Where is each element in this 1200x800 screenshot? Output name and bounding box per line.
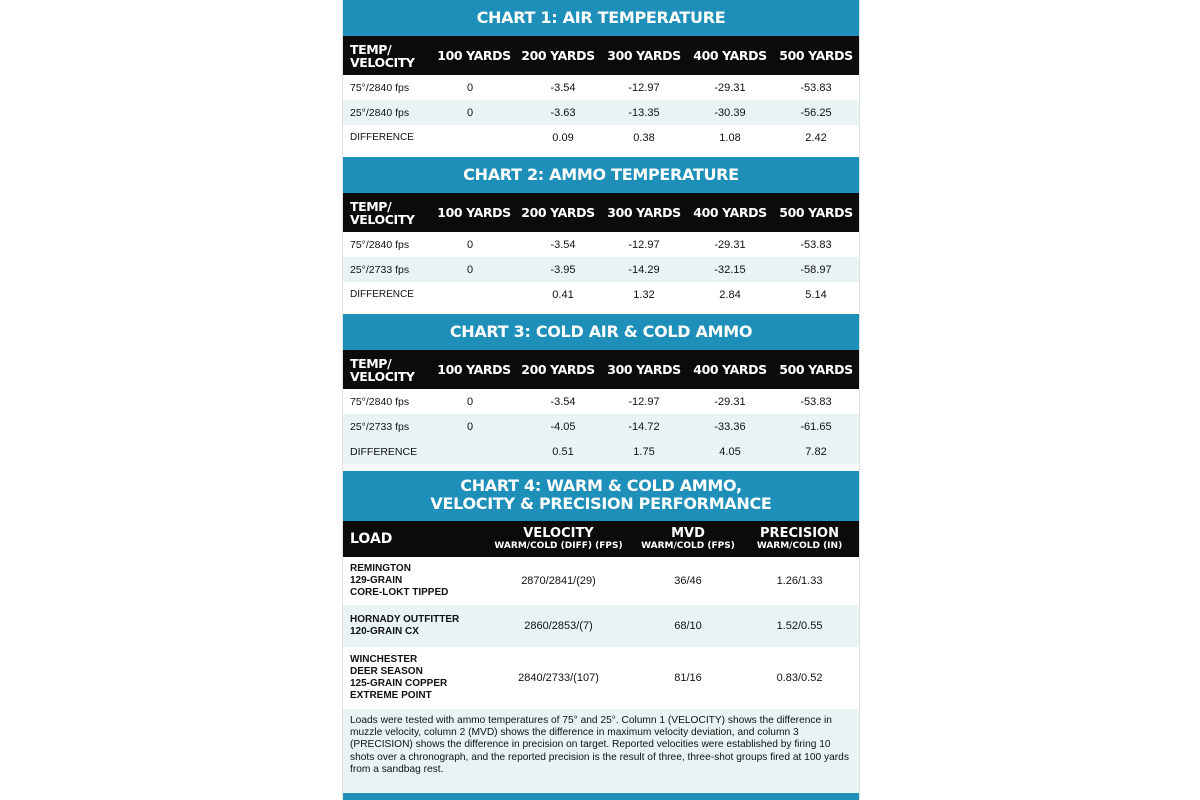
chart-2 — [343, 157, 859, 307]
cell: -4.05 — [550, 420, 576, 433]
footnote: Loads were tested with ammo temperatures of 75° and 25°. Column 1 (VELOCITY) shows the difference in muzzle velocity, column 2 (MVD) shows the difference in maximum velocity deviation, and column 3 (PRECISION) shows the difference in precision on target. Reported velocities were established by firing 10 shots over a chronograph, and the reported precision is the result of three, three-shot groups fired at 100 yards from a sandbag rest. — [343, 709, 859, 793]
row-label: DIFFERENCE — [350, 445, 418, 458]
mvd-cell: 68/10 — [674, 620, 702, 632]
table-row-difference — [343, 125, 859, 150]
cell: -3.54 — [550, 395, 576, 408]
mvd-cell: 36/46 — [674, 575, 702, 587]
header-load: LOAD — [350, 531, 393, 547]
header-velocity-label: VELOCITY — [523, 525, 594, 541]
row-label: 25°/2733 fps — [350, 263, 410, 276]
header-400-yards: 400 YARDS — [693, 362, 767, 377]
header-100-yards: 100 YARDS — [437, 205, 511, 220]
header-400-yards: 400 YARDS — [693, 48, 767, 63]
cell: 0.09 — [552, 131, 574, 144]
chart-4-title — [343, 471, 859, 521]
cell: -29.31 — [714, 238, 746, 251]
cell: -29.31 — [714, 395, 746, 408]
cell: 0.51 — [552, 445, 574, 458]
load-line: CORE-LOKT TIPPED — [350, 587, 449, 598]
cell: -58.97 — [800, 263, 832, 276]
cell: 0 — [467, 395, 474, 408]
cell: -13.35 — [628, 106, 660, 119]
precision-cell: 1.26/1.33 — [776, 575, 823, 587]
load-line: 125-GRAIN COPPER — [350, 678, 448, 689]
row-label: 75°/2840 fps — [350, 238, 410, 251]
table-row — [343, 257, 859, 282]
cell: 0 — [467, 106, 474, 119]
table-row — [343, 647, 859, 709]
header-temp-velocity: TEMP/ VELOCITY — [350, 355, 415, 384]
header-velocity — [481, 527, 636, 552]
row-label: DIFFERENCE — [350, 289, 414, 300]
bottom-accent-bar — [343, 793, 859, 800]
cell: 4.05 — [719, 445, 741, 458]
load-name — [343, 654, 481, 702]
header-mvd-sub: WARM/COLD (FPS) — [641, 540, 735, 551]
header-200-yards: 200 YARDS — [521, 205, 595, 220]
chart-1 — [343, 0, 859, 150]
header-300-yards: 300 YARDS — [607, 48, 681, 63]
cell: 0 — [467, 81, 474, 94]
velocity-cell: 2870/2841/(29) — [521, 575, 596, 587]
header-temp-velocity: TEMP/ VELOCITY — [350, 198, 415, 227]
header-100-yards: 100 YARDS — [437, 48, 511, 63]
cell: 0 — [467, 263, 474, 276]
load-line: EXTREME POINT — [350, 690, 432, 701]
table-row — [343, 414, 859, 439]
header-mvd — [636, 527, 740, 552]
cell: -14.29 — [628, 263, 660, 276]
cell: -32.15 — [714, 263, 746, 276]
cell: 0 — [467, 238, 474, 251]
precision-cell: 1.52/0.55 — [776, 620, 823, 632]
cell: -56.25 — [800, 106, 832, 119]
row-label: 25°/2733 fps — [350, 420, 410, 433]
load-line: 120-GRAIN CX — [350, 626, 419, 637]
table-row — [343, 100, 859, 125]
precision-cell: 0.83/0.52 — [776, 672, 823, 684]
chart-3-title: CHART 3: COLD AIR & COLD AMMO — [343, 314, 859, 350]
header-velocity-sub: WARM/COLD (DIFF) (FPS) — [494, 540, 623, 551]
header-500-yards: 500 YARDS — [779, 48, 853, 63]
velocity-cell: 2860/2853/(7) — [524, 620, 593, 632]
header-100-yards: 100 YARDS — [437, 362, 511, 377]
chart-1-header-row — [343, 36, 859, 75]
row-label: 75°/2840 fps — [350, 81, 410, 94]
cell: -53.83 — [800, 238, 832, 251]
load-line: DEER SEASON — [350, 666, 423, 677]
table-row — [343, 232, 859, 257]
table-row — [343, 75, 859, 100]
cell: -33.36 — [714, 420, 746, 433]
load-name — [343, 563, 481, 599]
row-label: 75°/2840 fps — [350, 395, 410, 408]
chart-4 — [343, 471, 859, 800]
mvd-cell: 81/16 — [674, 672, 702, 684]
cell: -12.97 — [628, 395, 660, 408]
cell: -3.63 — [550, 106, 576, 119]
chart-3 — [343, 314, 859, 464]
table-row — [343, 605, 859, 647]
chart-1-title: CHART 1: AIR TEMPERATURE — [343, 0, 859, 36]
cell: 0 — [467, 420, 474, 433]
cell: -30.39 — [714, 106, 746, 119]
cell: 0.41 — [552, 288, 574, 301]
table-row-difference — [343, 282, 859, 307]
header-200-yards: 200 YARDS — [521, 362, 595, 377]
row-label: 25°/2840 fps — [350, 106, 410, 119]
header-300-yards: 300 YARDS — [607, 362, 681, 377]
header-mvd-label: MVD — [671, 525, 705, 541]
header-500-yards: 500 YARDS — [779, 362, 853, 377]
cell: -12.97 — [628, 238, 660, 251]
cell: -61.65 — [800, 420, 832, 433]
chart-3-header-row — [343, 350, 859, 389]
chart-4-title-line-1: CHART 4: WARM & COLD AMMO, — [460, 476, 742, 495]
load-line: 129-GRAIN — [350, 575, 403, 586]
cell: 1.08 — [719, 131, 741, 144]
velocity-cell: 2840/2733/(107) — [518, 672, 599, 684]
header-precision-label: PRECISION — [760, 525, 839, 541]
header-300-yards: 300 YARDS — [607, 205, 681, 220]
cell: -3.54 — [550, 238, 576, 251]
cell: 1.75 — [633, 445, 655, 458]
table-row — [343, 557, 859, 605]
cell: -3.95 — [550, 263, 576, 276]
cell: 2.84 — [719, 288, 741, 301]
load-line: HORNADY OUTFITTER — [350, 614, 460, 625]
load-name — [343, 614, 481, 638]
header-500-yards: 500 YARDS — [779, 205, 853, 220]
cell: -3.54 — [550, 81, 576, 94]
cell: 2.42 — [805, 131, 827, 144]
chart-4-header-row — [343, 521, 859, 557]
table-row-difference — [343, 439, 859, 464]
load-line: WINCHESTER — [350, 654, 418, 665]
cell: 1.32 — [633, 288, 655, 301]
header-precision-sub: WARM/COLD (IN) — [756, 540, 843, 551]
table-row — [343, 389, 859, 414]
load-line: REMINGTON — [350, 563, 411, 574]
header-precision — [740, 527, 859, 552]
header-400-yards: 400 YARDS — [693, 205, 767, 220]
chart-4-title-line-2: VELOCITY & PRECISION PERFORMANCE — [430, 494, 772, 513]
cell: 7.82 — [805, 445, 827, 458]
cell: -53.83 — [800, 395, 832, 408]
chart-2-header-row — [343, 193, 859, 232]
cell: 5.14 — [805, 288, 827, 301]
cell: -53.83 — [800, 81, 832, 94]
chart-2-title: CHART 2: AMMO TEMPERATURE — [343, 157, 859, 193]
cell: -29.31 — [714, 81, 746, 94]
header-200-yards: 200 YARDS — [521, 48, 595, 63]
chart-sheet — [342, 0, 860, 800]
cell: -14.72 — [628, 420, 660, 433]
cell: 0.38 — [633, 131, 655, 144]
header-temp-velocity: TEMP/ VELOCITY — [350, 41, 415, 70]
cell: -12.97 — [628, 81, 660, 94]
row-label: DIFFERENCE — [350, 132, 414, 143]
